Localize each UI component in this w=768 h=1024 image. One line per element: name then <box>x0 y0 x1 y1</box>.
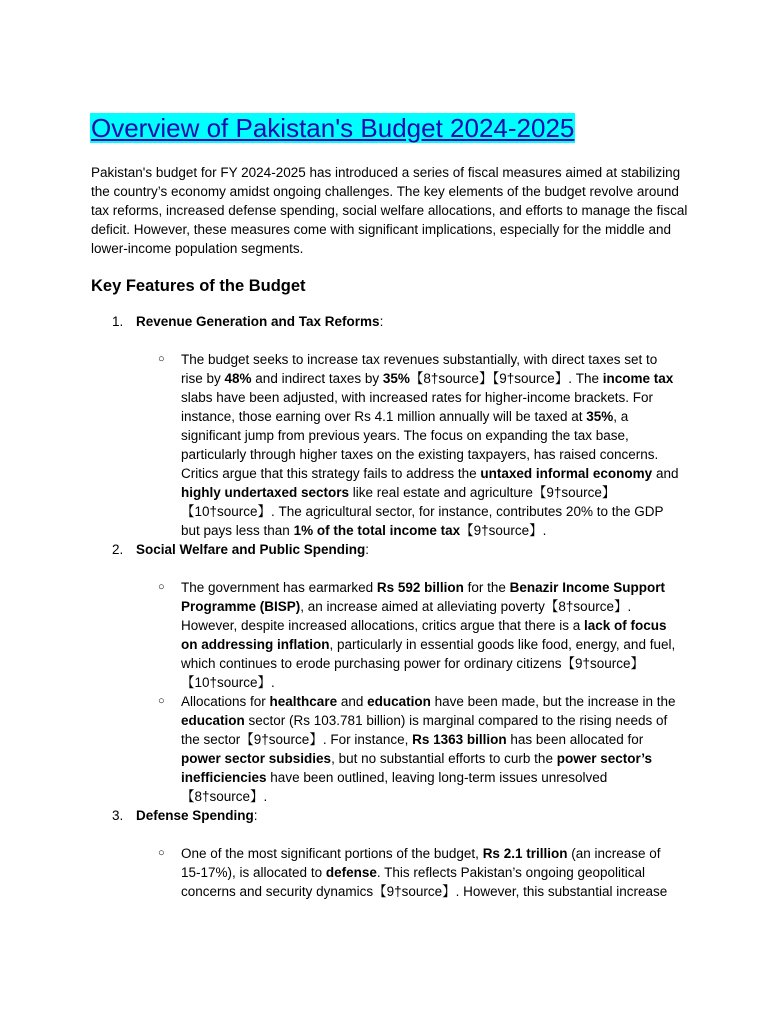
list-item <box>91 540 691 806</box>
list-number: 1. <box>112 314 124 329</box>
sub-bullet <box>91 844 691 901</box>
list-item <box>91 312 691 540</box>
hollow-circle-bullet-icon: ○ <box>158 695 165 707</box>
bullet-text: One of the most significant portions of the budget, Rs 2.1 trillion (an increase of 15-17%), is allocated to defense. This reflects Pakistan’s ongoing geopolitical concerns and security dynamics【9†source】. However, this substantial increase <box>181 846 668 899</box>
bullet-text: The budget seeks to increase tax revenues substantially, with direct taxes set to rise by 48% and indirect taxes by 35%【8†source】【9†source】. The income tax slabs have been adjusted, with increased rates for higher-income brackets. For instance, those earning over Rs 4.1 million annually will be taxed at 35%, a significant jump from previous years. The focus on expanding the tax base, particularly through higher taxes on the existing taxpayers, has raised concerns. Critics argue that this strategy fails to address the untaxed informal economy and highly undertaxed sectors like real estate and agriculture【9†source】【10†source】. The agricultural sector, for instance, contributes 20% to the GDP but pays less than 1% of the total income tax【9†source】. <box>181 352 679 538</box>
sub-bullet-list <box>91 844 691 901</box>
bullet-text: The government has earmarked Rs 592 billion for the Benazir Income Support Programme (BISP), an increase aimed at alleviating poverty【8†source】. However, despite increased allocations, critics argue that there is a lack of focus on addressing inflation, particularly in essential goods like food, energy, and fuel, which continues to erode purchasing power for ordinary citizens【9†source】【10†source】. <box>181 580 676 690</box>
list-item-title: Defense Spending <box>136 808 254 823</box>
list-item-title: Social Welfare and Public Spending <box>136 542 366 557</box>
sub-bullet-list <box>91 350 691 540</box>
sub-bullet <box>91 578 691 692</box>
section-heading: Key Features of the Budget <box>91 277 306 295</box>
sub-bullet-list <box>91 578 691 806</box>
sub-bullet <box>91 692 691 806</box>
page-title-link[interactable]: Overview of Pakistan's Budget 2024-2025 <box>91 113 575 143</box>
hollow-circle-bullet-icon: ○ <box>158 581 165 593</box>
list-number: 3. <box>112 808 124 823</box>
list-item-heading: 1. Revenue Generation and Tax Reforms: <box>91 312 691 331</box>
page-title <box>90 108 575 148</box>
list-item-heading: 3. Defense Spending: <box>91 806 691 825</box>
list-item-heading: 2. Social Welfare and Public Spending: <box>91 540 691 559</box>
list-item-title: Revenue Generation and Tax Reforms <box>136 314 380 329</box>
list-item <box>91 806 691 901</box>
bullet-text: Allocations for healthcare and education have been made, but the increase in the education sector (Rs 103.781 billion) is marginal compared to the rising needs of the sector【9†source】. For instance, Rs 1363 billion has been allocated for power sector subsidies, but no substantial efforts to curb the power sector’s inefficiencies have been outlined, leaving long-term issues unresolved【8†source】. <box>181 694 676 804</box>
hollow-circle-bullet-icon: ○ <box>158 847 165 859</box>
intro-paragraph: Pakistan's budget for FY 2024-2025 has introduced a series of fiscal measures aimed at stabilizing the country’s economy amidst ongoing challenges. The key elements of the budget revolve around tax reforms, increased defense spending, social welfare allocations, and efforts to manage the fiscal deficit. However, these measures come with significant implications, especially for the middle and lower-income population segments. <box>91 165 688 256</box>
hollow-circle-bullet-icon: ○ <box>158 353 165 365</box>
numbered-list <box>91 312 691 901</box>
list-number: 2. <box>112 542 124 557</box>
sub-bullet <box>91 350 691 540</box>
